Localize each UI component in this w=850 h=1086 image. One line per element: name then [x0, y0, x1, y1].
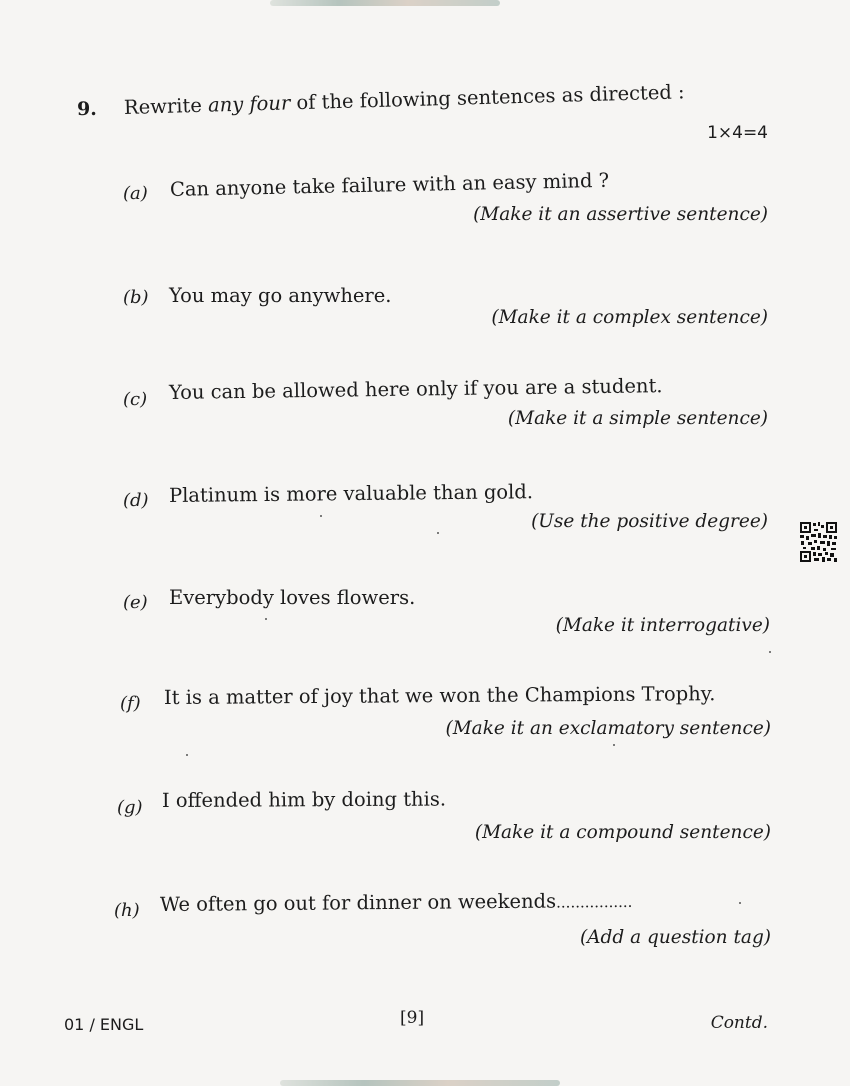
- item-text-h-sentence: We often go out for dinner on weekends: [159, 889, 557, 916]
- speck: [739, 902, 741, 904]
- item-text-h: [160, 889, 633, 916]
- instruction-suffix: of the following sentences as directed :: [289, 80, 685, 115]
- item-direction-g: (Make it a compound sentence): [474, 822, 771, 843]
- question-marks: 1×4=4: [707, 123, 768, 143]
- speck: [320, 515, 322, 517]
- item-direction-d: (Use the positive degree): [531, 511, 768, 532]
- item-text-b: You may go anywhere.: [169, 284, 392, 307]
- item-direction-e: (Make it interrogative): [555, 615, 770, 636]
- item-text-c: You can be allowed here only if you are a student.: [168, 374, 663, 404]
- item-text-a: Can anyone take failure with an easy mind ?: [169, 168, 610, 201]
- item-text-f: It is a matter of joy that we won the Champions Trophy.: [163, 682, 716, 709]
- speck: [265, 618, 267, 620]
- item-direction-a: (Make it an assertive sentence): [473, 204, 768, 225]
- item-label-d: (d): [123, 490, 149, 511]
- speck: [769, 651, 771, 653]
- item-label-e: (e): [123, 592, 148, 613]
- qr-code-icon: [799, 521, 838, 563]
- item-text-g: I offended him by doing this.: [161, 787, 447, 812]
- item-label-a: (a): [123, 183, 148, 204]
- item-label-b: (b): [123, 287, 149, 308]
- item-text-e: Everybody loves flowers.: [169, 586, 416, 609]
- item-label-c: (c): [123, 389, 148, 410]
- scan-edge-top: [270, 0, 500, 6]
- question-number: 9.: [77, 98, 97, 120]
- item-direction-c: (Make it a simple sentence): [507, 408, 768, 429]
- item-label-f: (f): [120, 693, 141, 714]
- item-label-g: (g): [117, 797, 143, 818]
- item-direction-h: (Add a question tag): [579, 927, 771, 948]
- scan-edge-bottom: [280, 1080, 560, 1086]
- footer-page-number: [9]: [400, 1008, 425, 1028]
- item-label-h: (h): [114, 900, 140, 921]
- speck: [437, 532, 439, 534]
- instruction-emphasis: any four: [207, 91, 291, 117]
- speck: [186, 754, 188, 756]
- footer-continued: Contd.: [710, 1013, 768, 1033]
- instruction-prefix: Rewrite: [123, 93, 209, 119]
- speck: [613, 744, 615, 746]
- question-instruction: [124, 80, 685, 119]
- item-direction-b: (Make it a complex sentence): [491, 307, 768, 328]
- footer-subject-code: 01 / ENGL: [64, 1015, 144, 1034]
- item-direction-f: (Make it an exclamatory sentence): [445, 718, 771, 739]
- item-text-h-dots: ................: [556, 892, 633, 912]
- item-text-d: Platinum is more valuable than gold.: [168, 480, 534, 507]
